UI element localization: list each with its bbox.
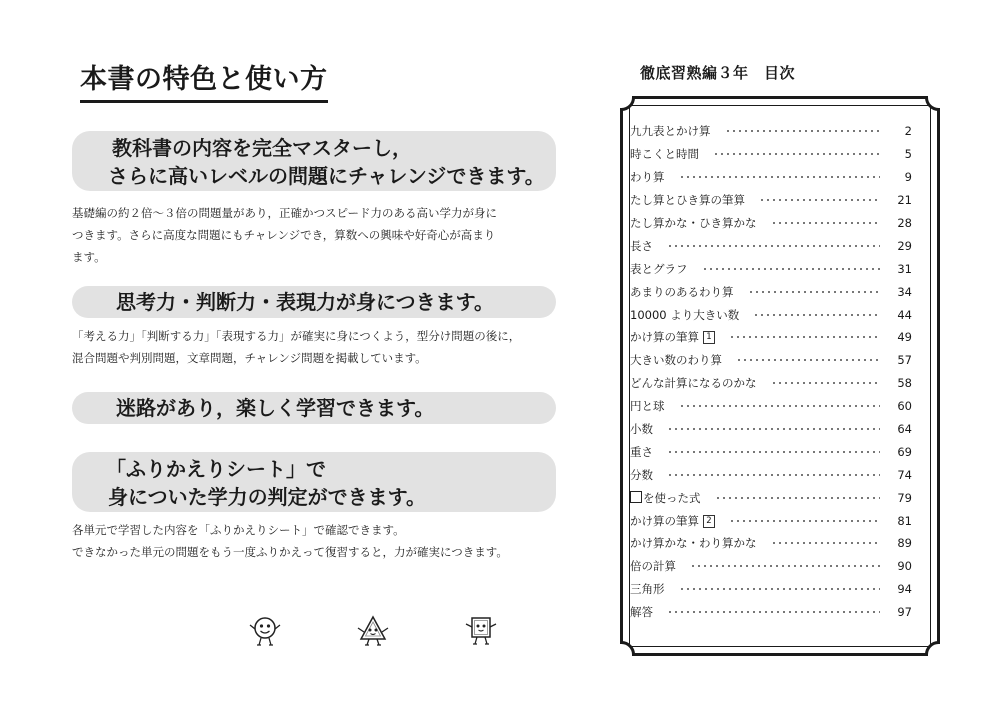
description-line: できなかった単元の問題をもう一度ふりかえって復習すると，力が確実につきます。 xyxy=(72,545,508,559)
feature-banner-1-line-1: 教科書の内容を完全マスターし， xyxy=(112,136,412,160)
toc-item[interactable] xyxy=(630,326,912,349)
toc-item-page: 94 xyxy=(897,582,912,597)
toc-item-page: 2 xyxy=(904,124,912,139)
leader-dots xyxy=(679,405,881,407)
feature-banner-3-line-1: 迷路があり，楽しく学習できます。 xyxy=(116,396,435,420)
description-line: つきます。さらに高度な問題にもチャレンジでき，算数への興味や好奇心が高まり xyxy=(72,228,496,242)
toc-item[interactable] xyxy=(630,257,912,280)
toc-item-title: どんな計算になるのかな xyxy=(630,376,757,391)
description-line: ます。 xyxy=(72,250,106,264)
feature-banner-1 xyxy=(72,131,556,191)
toc-item[interactable] xyxy=(630,486,912,509)
toc-item-title: 表とグラフ xyxy=(630,261,688,276)
toc-item-page: 89 xyxy=(897,536,912,551)
feature-banner-4 xyxy=(72,452,556,512)
leader-dots xyxy=(753,314,880,316)
triangle-character-icon xyxy=(356,614,390,648)
toc-item-title: 重さ xyxy=(630,444,653,459)
toc-item[interactable] xyxy=(630,532,912,555)
feature-description-4 xyxy=(72,519,562,563)
toc-item[interactable] xyxy=(630,349,912,372)
leader-dots xyxy=(702,268,881,270)
toc-item-page: 81 xyxy=(897,513,912,528)
toc-item[interactable] xyxy=(630,189,912,212)
toc-item-title-text: かけ算の筆算 xyxy=(630,330,699,345)
description-line: 基礎編の約２倍〜３倍の問題量があり，正確かつスピード力のある高い学力が身に xyxy=(72,206,498,220)
toc-item-title: たし算とひき算の筆算 xyxy=(630,193,745,208)
toc-item[interactable] xyxy=(630,120,912,143)
leader-dots xyxy=(748,291,881,293)
description-line: 各単元で学習した内容を「ふりかえりシート」で確認できます。 xyxy=(72,523,405,537)
toc-item[interactable] xyxy=(630,578,912,601)
leader-dots xyxy=(667,428,880,430)
leader-dots xyxy=(736,359,880,361)
toc-item-page: 44 xyxy=(897,307,912,322)
toc-heading: 徹底習熟編３年 目次 xyxy=(640,64,796,82)
toc-item-page: 34 xyxy=(897,284,912,299)
toc-item[interactable] xyxy=(630,372,912,395)
toc-item-title: あまりのあるわり算 xyxy=(630,284,734,299)
toc-item-page: 57 xyxy=(897,353,912,368)
leader-dots xyxy=(729,520,880,522)
toc-item[interactable] xyxy=(630,509,912,532)
toc-item[interactable] xyxy=(630,143,912,166)
toc-item-title xyxy=(630,513,715,529)
leader-dots xyxy=(667,474,880,476)
toc-item-page: 29 xyxy=(897,238,912,253)
leader-dots xyxy=(759,199,880,201)
toc-item-title: 倍の計算 xyxy=(630,559,676,574)
toc-item-title: 大きい数のわり算 xyxy=(630,353,722,368)
toc-item-page: 58 xyxy=(897,376,912,391)
part-number-badge: 1 xyxy=(703,331,715,344)
part-number-badge: 2 xyxy=(703,515,715,528)
toc-item[interactable] xyxy=(630,303,912,326)
toc-item-page: 28 xyxy=(897,216,912,230)
leader-dots xyxy=(667,611,880,613)
toc-item-title xyxy=(630,490,701,506)
toc-item[interactable] xyxy=(630,166,912,189)
toc-item-page: 69 xyxy=(897,444,912,459)
leader-dots xyxy=(729,336,880,338)
toc-item-title: たし算かな・ひき算かな xyxy=(630,216,757,230)
toc-item-page: 60 xyxy=(897,399,912,414)
toc-item[interactable] xyxy=(630,418,912,441)
toc-item-page: 21 xyxy=(897,193,912,208)
toc-item-title: 解答 xyxy=(630,605,653,620)
toc-item-title: 長さ xyxy=(630,238,653,253)
page-title: 本書の特色と使い方 xyxy=(80,63,328,103)
toc-item-page: 49 xyxy=(897,330,912,345)
toc-item[interactable] xyxy=(630,234,912,257)
toc-item-page: 79 xyxy=(897,490,912,505)
description-line: 混合問題や判別問題，文章問題，チャレンジ問題を掲載しています。 xyxy=(72,351,427,365)
toc-item-title: 10000 より大きい数 xyxy=(630,307,740,322)
toc-item[interactable] xyxy=(630,440,912,463)
feature-banner-2-line-1: 思考力・判断力・表現力が身につきます。 xyxy=(116,290,494,314)
leader-dots xyxy=(667,451,880,453)
toc-item-title: 九九表とかけ算 xyxy=(630,124,711,139)
toc-item-page: 5 xyxy=(904,147,912,162)
toc-item-page: 97 xyxy=(897,605,912,620)
toc-item[interactable] xyxy=(630,463,912,486)
toc-page xyxy=(612,0,942,710)
toc-list xyxy=(630,120,912,624)
toc-item-title: 三角形 xyxy=(630,582,665,597)
feature-banner-3 xyxy=(72,392,556,424)
toc-item-page: 64 xyxy=(897,422,912,437)
toc-item[interactable] xyxy=(630,280,912,303)
leader-dots xyxy=(771,542,881,544)
leader-dots xyxy=(771,382,881,384)
toc-item-page: 90 xyxy=(897,559,912,574)
toc-item-title: 小数 xyxy=(630,422,653,437)
toc-item[interactable] xyxy=(630,395,912,418)
leader-dots xyxy=(771,222,881,224)
feature-banner-2 xyxy=(72,286,556,318)
toc-item[interactable] xyxy=(630,555,912,578)
feature-banner-4-line-1: 「ふりかえりシート」で xyxy=(106,457,326,481)
leader-dots xyxy=(679,176,881,178)
empty-square-icon xyxy=(630,491,642,503)
feature-description-1 xyxy=(72,202,562,268)
circle-character-icon xyxy=(248,614,282,648)
toc-item[interactable] xyxy=(630,212,912,235)
leader-dots xyxy=(679,588,881,590)
toc-item-title: かけ算かな・わり算かな xyxy=(630,536,757,551)
feature-banner-1-line-2: さらに高いレベルの問題にチャレンジできます。 xyxy=(108,164,545,188)
toc-item-title: わり算 xyxy=(630,170,665,185)
leader-dots xyxy=(725,130,881,132)
square-character-icon xyxy=(464,614,498,648)
features-page xyxy=(60,0,570,710)
toc-item-title: 分数 xyxy=(630,467,653,482)
leader-dots xyxy=(713,153,880,155)
leader-dots xyxy=(715,497,881,499)
toc-item-title: 時こくと時間 xyxy=(630,147,699,162)
toc-item-page: 31 xyxy=(897,261,912,276)
toc-item-title: 円と球 xyxy=(630,399,665,414)
toc-item-title-text: かけ算の筆算 xyxy=(630,513,699,528)
feature-description-2 xyxy=(72,325,562,369)
toc-item[interactable] xyxy=(630,601,912,624)
description-line: 「考える力」「判断する力」「表現する力」が確実に身につくよう，型分け問題の後に， xyxy=(72,329,521,343)
toc-item-title-text: を使った式 xyxy=(643,490,701,505)
leader-dots xyxy=(690,565,880,567)
toc-item-page: 74 xyxy=(897,467,912,482)
leader-dots xyxy=(667,245,880,247)
feature-banner-4-line-2: 身についた学力の判定ができます。 xyxy=(108,485,426,509)
toc-item-title xyxy=(630,329,715,345)
toc-item-page: 9 xyxy=(904,170,912,185)
